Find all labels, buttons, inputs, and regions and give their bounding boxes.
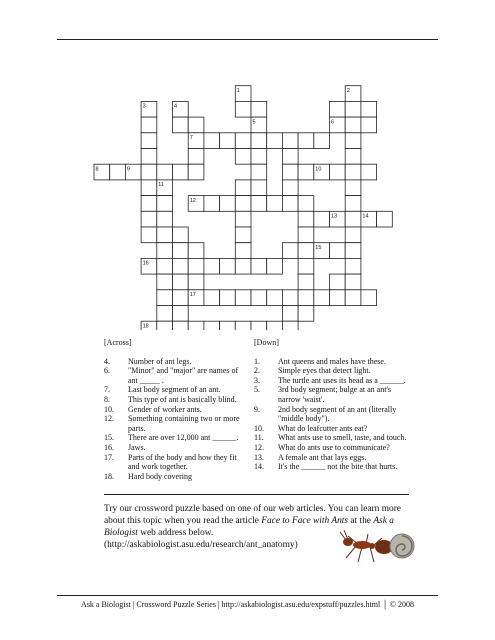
cell-number: 11	[158, 182, 165, 189]
intro-text-1: Try our crossword puzzle based on one of our web articles. You can learn more about this topic when you read the article	[104, 504, 401, 526]
down-heading: [Down]	[254, 338, 279, 347]
grid-cell[interactable]	[282, 133, 298, 149]
grid-cell[interactable]	[282, 306, 298, 322]
middle-rule	[104, 494, 409, 495]
grid-cell[interactable]	[188, 274, 204, 290]
cell-number: 17	[189, 292, 196, 298]
grid-cell[interactable]	[141, 227, 157, 243]
grid-cell[interactable]	[157, 290, 173, 306]
grid-cell[interactable]	[298, 243, 314, 259]
across-clue-text: Gender of worker ants.	[128, 404, 202, 414]
across-clue	[104, 366, 244, 385]
down-clue-text: 3rd body segment; bulge at an ant's narrow 'waist'.	[278, 385, 391, 404]
cell-number: 7	[189, 135, 193, 141]
across-clue	[104, 405, 244, 415]
grid-cell[interactable]	[251, 196, 267, 212]
grid-cell[interactable]	[173, 274, 189, 290]
grid-cell[interactable]	[345, 243, 361, 259]
across-clue-number: 18.	[104, 471, 114, 481]
grid-cell[interactable]	[345, 196, 361, 212]
grid-cell[interactable]	[298, 274, 314, 290]
grid-cell[interactable]	[235, 196, 251, 212]
down-clue-number: 2.	[254, 366, 260, 376]
grid-cell[interactable]	[345, 117, 361, 133]
across-clue-text: Parts of the body and how they fit and work together.	[128, 452, 237, 472]
grid-cell[interactable]	[330, 243, 346, 259]
down-clue-text: A female ant that lays eggs.	[278, 452, 367, 462]
grid-cell[interactable]	[235, 101, 251, 117]
grid-cell[interactable]	[235, 180, 251, 196]
down-clue-number: 11.	[254, 433, 264, 443]
grid-cell[interactable]	[345, 149, 361, 165]
intro-text-2: at the	[348, 516, 374, 526]
grid-cell[interactable]	[251, 180, 267, 196]
grid-cell[interactable]	[282, 149, 298, 165]
grid-cell[interactable]	[235, 243, 251, 259]
grid-cell[interactable]	[141, 196, 157, 212]
across-clues	[104, 338, 244, 481]
cell-number: 3	[142, 103, 146, 110]
grid-cell[interactable]	[267, 290, 283, 306]
grid-cell[interactable]	[345, 180, 361, 196]
grid-cell[interactable]	[141, 133, 157, 149]
grid-cell[interactable]	[282, 243, 298, 259]
grid-cell[interactable]	[298, 227, 314, 243]
grid-cell[interactable]	[298, 290, 314, 306]
grid-cell[interactable]	[298, 164, 314, 180]
grid-cell[interactable]	[298, 133, 314, 149]
grid-cell[interactable]	[282, 290, 298, 306]
grid-cell[interactable]	[345, 101, 361, 117]
grid-cell[interactable]	[188, 149, 204, 165]
grid-cell[interactable]	[298, 211, 314, 227]
cell-number: 18	[142, 323, 149, 330]
grid-cell[interactable]	[157, 196, 173, 212]
grid-cell[interactable]	[204, 258, 220, 274]
across-clue-text: There are over 12,000 ant ______.	[128, 433, 239, 443]
down-clue-number: 14.	[254, 462, 264, 472]
grid-cell[interactable]	[188, 164, 204, 180]
grid-cell[interactable]	[345, 258, 361, 274]
down-clue-text: It's the ______ not the bite that hurts.	[278, 462, 398, 472]
down-clue-list	[254, 357, 414, 472]
grid-cell[interactable]	[173, 290, 189, 306]
intro-text-3: web address below.	[137, 528, 214, 538]
down-clue-number: 1.	[254, 356, 260, 366]
grid-cell[interactable]	[188, 321, 204, 330]
down-clue-number: 5.	[254, 385, 260, 395]
grid-cell[interactable]	[220, 196, 236, 212]
across-clue-text: "Minor" and "major" are names of ant _____ .	[128, 366, 239, 385]
grid-cell[interactable]	[157, 274, 173, 290]
grid-cell[interactable]	[235, 227, 251, 243]
down-clue	[254, 462, 414, 472]
grid-cell[interactable]	[314, 290, 330, 306]
down-clues	[254, 338, 414, 472]
across-clue-number: 17.	[104, 452, 114, 462]
site-name: Ask a Biologist	[104, 516, 394, 538]
footer-rule	[57, 595, 438, 596]
grid-cell[interactable]	[251, 101, 267, 117]
grid-cell[interactable]	[251, 164, 267, 180]
across-clue	[104, 433, 244, 443]
grid-cell[interactable]	[188, 258, 204, 274]
grid-cell[interactable]	[157, 321, 173, 330]
cell-number: 14	[362, 213, 369, 220]
grid-cell[interactable]	[282, 164, 298, 180]
down-clue-number: 13.	[254, 452, 264, 462]
grid-cell[interactable]	[235, 258, 251, 274]
down-clue-number: 12.	[254, 442, 264, 452]
across-clue	[104, 395, 244, 405]
grid-cell[interactable]	[220, 258, 236, 274]
across-clue-number: 7.	[104, 385, 110, 395]
grid-cell[interactable]	[314, 133, 330, 149]
down-clue	[254, 424, 414, 434]
grid-cell[interactable]	[251, 321, 267, 330]
grid-cell[interactable]	[377, 211, 393, 227]
grid-cell[interactable]	[141, 180, 157, 196]
down-clue-number: 10.	[254, 423, 264, 433]
cell-number: 4	[174, 103, 178, 110]
across-clue-text: Hard body covering	[128, 471, 192, 481]
across-clue-text: Last body segment of an ant.	[128, 385, 221, 395]
grid-cell[interactable]	[220, 133, 236, 149]
grid-cell[interactable]	[345, 133, 361, 149]
down-clue-text: What do leafcutter ants eat?	[278, 423, 368, 433]
grid-cell[interactable]	[204, 196, 220, 212]
cell-number: 12	[189, 197, 196, 204]
grid-cell[interactable]	[345, 274, 361, 290]
across-clue-number: 12.	[104, 414, 114, 424]
grid-cell[interactable]	[361, 101, 377, 117]
grid-cell[interactable]	[330, 290, 346, 306]
grid-cell[interactable]	[173, 227, 189, 243]
grid-cell[interactable]	[330, 164, 346, 180]
across-clue	[104, 385, 244, 395]
grid-cell[interactable]	[267, 258, 283, 274]
grid-cell[interactable]	[251, 149, 267, 165]
across-clue	[104, 357, 244, 367]
cell-number: 2	[346, 87, 350, 94]
across-clue-text: Jaws.	[128, 442, 146, 452]
grid-cell[interactable]	[220, 290, 236, 306]
down-clue-number: 3.	[254, 375, 260, 385]
grid-cell[interactable]	[330, 101, 346, 117]
grid-cell[interactable]	[345, 290, 361, 306]
grid-cell[interactable]	[173, 164, 189, 180]
down-clue	[254, 366, 414, 376]
grid-cell[interactable]	[220, 321, 236, 330]
grid-cell[interactable]	[235, 321, 251, 330]
down-clue	[254, 433, 414, 443]
grid-cell[interactable]	[345, 211, 361, 227]
down-clue	[254, 357, 414, 367]
grid-cell[interactable]	[141, 164, 157, 180]
down-clue	[254, 405, 414, 424]
across-clue-number: 4.	[104, 356, 110, 366]
down-clue-text: Ant queens and males have these.	[278, 356, 386, 366]
down-clue	[254, 376, 414, 386]
cell-number: 1	[236, 87, 240, 94]
across-clue-number: 8.	[104, 394, 110, 404]
down-clue-text: What do ants use to communicate?	[278, 442, 390, 452]
grid-cell[interactable]	[282, 196, 298, 212]
grid-cell[interactable]	[361, 290, 377, 306]
down-clue	[254, 453, 414, 463]
footer-text: Ask a Biologist | Crossword Puzzle Series | http://askabiologist.asu.edu/expstuff/puzzles.html │ © 2008	[81, 600, 414, 609]
grid-cell[interactable]	[173, 243, 189, 259]
grid-cell[interactable]	[267, 321, 283, 330]
down-clue	[254, 443, 414, 453]
across-clue-text: This type of ant is basically blind.	[128, 394, 237, 404]
grid-cell[interactable]	[173, 306, 189, 322]
down-clue	[254, 385, 414, 404]
cell-number: 13	[331, 213, 338, 220]
cell-number: 9	[126, 166, 130, 173]
ant-illustration	[338, 520, 418, 570]
grid-cell[interactable]	[298, 196, 314, 212]
article-title: Face to Face with Ants	[261, 516, 349, 526]
grid-cell[interactable]	[157, 243, 173, 259]
grid-cell[interactable]	[157, 258, 173, 274]
grid-cell[interactable]	[251, 133, 267, 149]
grid-cell[interactable]	[141, 149, 157, 165]
down-clue-text: What ants use to smell, taste, and touch.	[278, 433, 407, 443]
grid-cell[interactable]	[235, 149, 251, 165]
across-clue-text: Number of ant legs.	[128, 356, 192, 366]
cell-number: 5	[252, 119, 256, 126]
across-clue	[104, 472, 244, 482]
across-clue	[104, 443, 244, 453]
across-clue-number: 6.	[104, 366, 110, 376]
cell-number: 16	[142, 260, 149, 267]
grid-cell[interactable]	[157, 164, 173, 180]
down-clue-text: 2nd body segment of an ant (literally "middle body").	[278, 404, 397, 424]
cell-number: 15	[315, 244, 322, 251]
across-heading: [Across]	[104, 338, 132, 347]
across-clue	[104, 453, 244, 472]
grid-cell[interactable]	[235, 133, 251, 149]
down-clue-text: The turtle ant uses its head as a ______.	[278, 375, 406, 385]
grid-cell[interactable]	[330, 274, 346, 290]
grid-cell[interactable]	[141, 117, 157, 133]
cell-number: 10	[315, 166, 322, 173]
grid-cell[interactable]	[314, 211, 330, 227]
grid-cell[interactable]	[157, 306, 173, 322]
grid-cell[interactable]	[173, 321, 189, 330]
grid-cell[interactable]	[235, 290, 251, 306]
grid-cell[interactable]	[361, 117, 377, 133]
cell-number: 6	[331, 119, 335, 126]
grid-cell[interactable]	[235, 211, 251, 227]
grid-cell[interactable]	[345, 227, 361, 243]
article-url[interactable]: (http://askabiologist.asu.edu/research/ant_anatomy)	[104, 540, 298, 550]
grid-cell[interactable]	[157, 227, 173, 243]
grid-cell[interactable]	[282, 180, 298, 196]
grid-cell[interactable]	[141, 211, 157, 227]
across-clue-number: 16.	[104, 442, 114, 452]
grid-cell[interactable]	[188, 243, 204, 259]
down-clue-text: Simple eyes that detect light.	[278, 366, 371, 376]
grid-cell[interactable]	[204, 290, 220, 306]
down-clue-number: 9.	[254, 404, 260, 414]
grid-cell[interactable]	[188, 117, 204, 133]
across-clue-list	[104, 357, 244, 482]
grid-cell[interactable]	[267, 196, 283, 212]
across-clue-number: 10.	[104, 404, 114, 414]
grid-cell[interactable]	[204, 133, 220, 149]
grid-cell[interactable]	[282, 321, 298, 330]
grid-cell[interactable]	[204, 321, 220, 330]
grid-cell[interactable]	[173, 117, 189, 133]
grid-cell[interactable]	[361, 164, 377, 180]
across-clue	[104, 414, 244, 433]
cell-number: 8	[95, 166, 99, 173]
grid-cell[interactable]	[173, 258, 189, 274]
grid-cell[interactable]	[251, 290, 267, 306]
grid-cell[interactable]	[157, 211, 173, 227]
grid-cell[interactable]	[251, 258, 267, 274]
across-clue-text: Something containing two or more parts.	[128, 414, 240, 433]
grid-cell[interactable]	[298, 258, 314, 274]
grid-cell[interactable]	[267, 133, 283, 149]
grid-cell[interactable]	[345, 164, 361, 180]
grid-cell[interactable]	[110, 164, 126, 180]
grid-cell[interactable]	[298, 306, 314, 322]
across-clue-number: 15.	[104, 433, 114, 443]
